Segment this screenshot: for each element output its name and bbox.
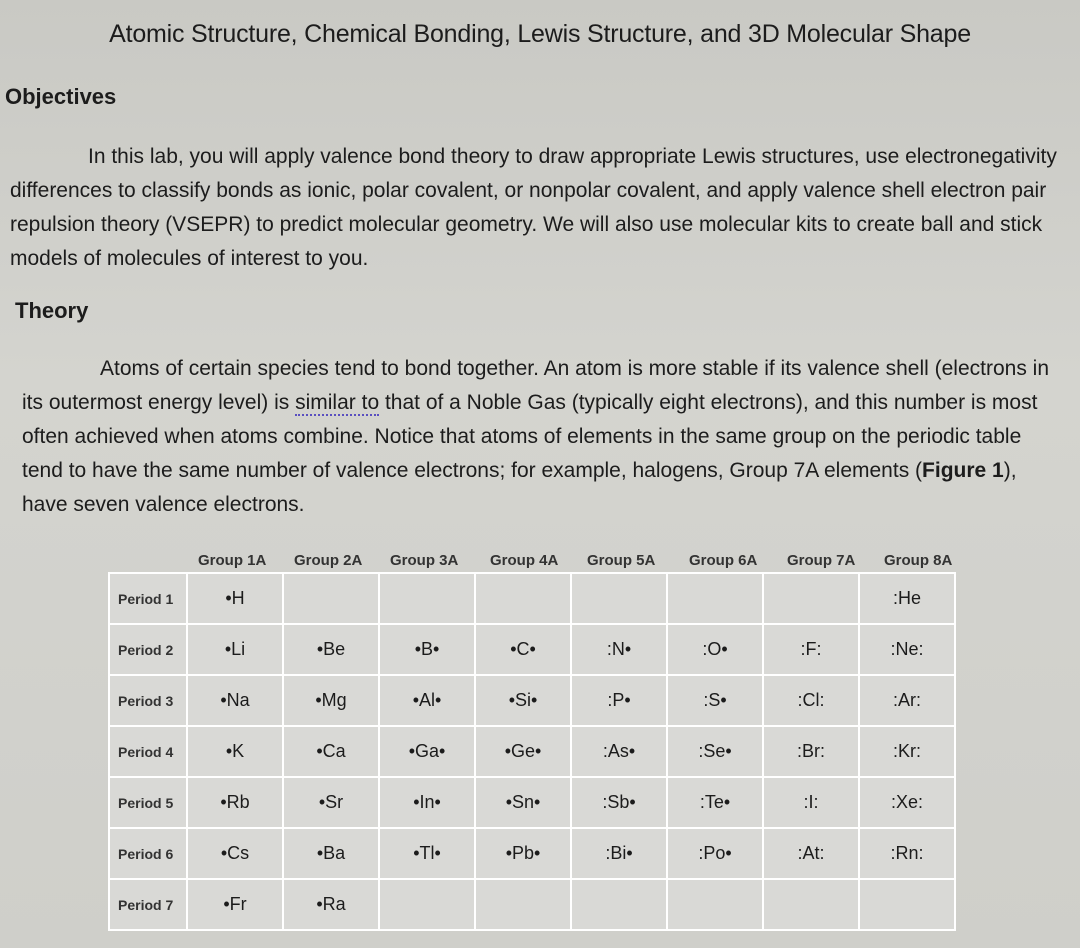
table-row	[109, 675, 955, 726]
element-cell: :At:	[763, 828, 859, 879]
objectives-text: In this lab, you will apply valence bond theory to draw appropriate Lewis structures, use electronegativity differences to classify bonds as ionic, polar covalent, or nonpolar covalent, and apply valence shell electron pair repulsion theory (VSEPR) to predict molecular geometry. We will also use molecular kits to create ball and stick models of molecules of interest to you.	[10, 145, 1057, 270]
element-cell: :N•	[571, 624, 667, 675]
element-cell: •Pb•	[475, 828, 571, 879]
element-cell: :Te•	[667, 777, 763, 828]
document-title: Atomic Structure, Chemical Bonding, Lewis Structure, and 3D Molecular Shape	[109, 20, 971, 48]
period-label: Period 2	[109, 624, 187, 675]
objectives-paragraph	[10, 140, 1070, 276]
element-cell	[379, 879, 475, 930]
theory-text-3: ), have seven valence electrons.	[22, 459, 1017, 516]
element-cell: :Br:	[763, 726, 859, 777]
element-cell: :Bi•	[571, 828, 667, 879]
element-cell: :I:	[763, 777, 859, 828]
group-header: Group 5A	[587, 552, 656, 569]
element-cell: •Tl•	[379, 828, 475, 879]
table-row	[109, 726, 955, 777]
element-cell: :O•	[667, 624, 763, 675]
table-row	[109, 573, 955, 624]
element-cell: :Ne:	[859, 624, 955, 675]
table-row	[109, 828, 955, 879]
element-cell	[763, 573, 859, 624]
element-cell	[859, 879, 955, 930]
element-cell: •Sn•	[475, 777, 571, 828]
element-cell: •Mg	[283, 675, 379, 726]
period-label: Period 6	[109, 828, 187, 879]
element-cell: •Li	[187, 624, 283, 675]
group-header: Group 2A	[294, 552, 363, 569]
element-cell: •Na	[187, 675, 283, 726]
element-cell: •Cs	[187, 828, 283, 879]
period-label: Period 7	[109, 879, 187, 930]
element-cell: •Ga•	[379, 726, 475, 777]
periodic-lewis-table	[108, 572, 956, 931]
element-cell: :Rn:	[859, 828, 955, 879]
group-header: Group 7A	[787, 552, 856, 569]
element-cell	[571, 879, 667, 930]
element-cell: •Al•	[379, 675, 475, 726]
period-label: Period 1	[109, 573, 187, 624]
element-cell	[283, 573, 379, 624]
element-cell: •Rb	[187, 777, 283, 828]
element-cell	[667, 879, 763, 930]
group-header: Group 6A	[689, 552, 758, 569]
element-cell	[571, 573, 667, 624]
theory-paragraph	[22, 352, 1067, 522]
element-cell	[763, 879, 859, 930]
theory-underlined-text: similar to	[295, 391, 380, 414]
element-cell	[379, 573, 475, 624]
period-label: Period 5	[109, 777, 187, 828]
element-cell: :Sb•	[571, 777, 667, 828]
table-row	[109, 879, 955, 930]
theory-text-1: Atoms of certain species tend to bond together. An atom is more stable if its valence shell (electrons in its outermost energy level) is	[22, 357, 1049, 414]
element-cell: •Fr	[187, 879, 283, 930]
figure-reference: Figure 1	[922, 459, 1004, 482]
element-cell: :Ar:	[859, 675, 955, 726]
objectives-heading: Objectives	[5, 84, 117, 109]
element-cell	[667, 573, 763, 624]
element-cell: :Po•	[667, 828, 763, 879]
element-cell: :S•	[667, 675, 763, 726]
group-header: Group 1A	[198, 552, 267, 569]
element-cell: •Si•	[475, 675, 571, 726]
element-cell: •H	[187, 573, 283, 624]
element-cell: :Cl:	[763, 675, 859, 726]
element-cell: :P•	[571, 675, 667, 726]
element-cell: •Ca	[283, 726, 379, 777]
element-cell: •Sr	[283, 777, 379, 828]
element-cell: •Ge•	[475, 726, 571, 777]
element-cell: •Ra	[283, 879, 379, 930]
element-cell	[475, 573, 571, 624]
element-cell: •B•	[379, 624, 475, 675]
period-label: Period 4	[109, 726, 187, 777]
element-cell: •Be	[283, 624, 379, 675]
element-cell: •In•	[379, 777, 475, 828]
element-cell: :Kr:	[859, 726, 955, 777]
group-header: Group 3A	[390, 552, 459, 569]
element-cell: •Ba	[283, 828, 379, 879]
element-cell: •C•	[475, 624, 571, 675]
period-label: Period 3	[109, 675, 187, 726]
table-row	[109, 777, 955, 828]
element-cell: •K	[187, 726, 283, 777]
theory-text-2: that of a Noble Gas (typically eight electrons), and this number is most often achieved when atoms combine. Notice that atoms of elements in the same group on the periodic table tend to have the same number of valence electrons; for example, halogens, Group 7A elements (	[22, 391, 1038, 482]
element-cell: :Se•	[667, 726, 763, 777]
table-row	[109, 624, 955, 675]
element-cell: :Xe:	[859, 777, 955, 828]
element-cell	[475, 879, 571, 930]
element-cell: :He	[859, 573, 955, 624]
theory-heading: Theory	[15, 298, 89, 323]
group-header: Group 8A	[884, 552, 953, 569]
element-cell: :As•	[571, 726, 667, 777]
element-cell: :F:	[763, 624, 859, 675]
group-header: Group 4A	[490, 552, 559, 569]
